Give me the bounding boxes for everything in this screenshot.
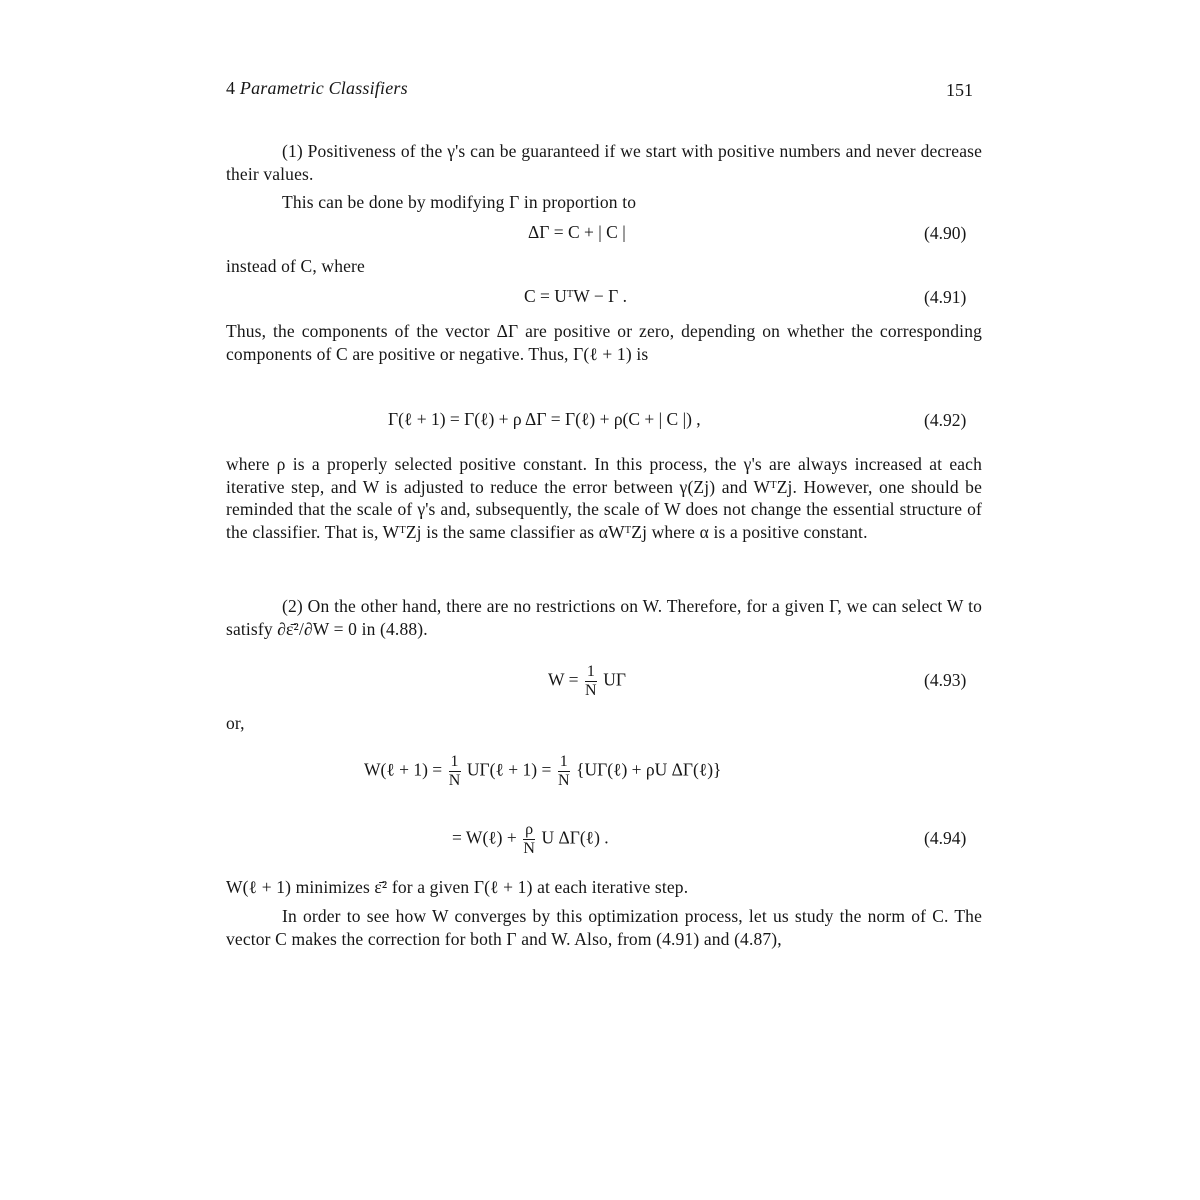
- equation-number-4-91: (4.91): [924, 287, 967, 307]
- eq-4-94-fraction-1: [449, 754, 461, 789]
- paragraph-no-restrictions: (2) On the other hand, there are no restrictions on W. Therefore, for a given Γ, we can select W to satisfy ∂ε̄²/∂W = 0 in (4.88).: [226, 596, 982, 639]
- eq-4-94b-lhs: = W(ℓ) +: [452, 827, 517, 848]
- paragraph-positiveness: (1) Positiveness of the γ's can be guaranteed if we start with positive numbers and never decrease their values.: [226, 141, 982, 184]
- paragraph-instead-of-c: instead of C, where: [226, 256, 365, 276]
- paragraph-minimizes: W(ℓ + 1) minimizes ε̄² for a given Γ(ℓ + 1) at each iterative step.: [226, 877, 689, 897]
- equation-4-94-line-2: [452, 822, 609, 857]
- equation-4-93: [548, 664, 626, 699]
- equation-4-91: C = UᵀW − Γ .: [524, 286, 627, 306]
- fraction-numerator: 1: [586, 663, 595, 680]
- equation-4-94-line-1: [364, 754, 721, 789]
- page-number: 151: [946, 80, 973, 100]
- eq-4-94-middle: UΓ(ℓ + 1) =: [466, 759, 552, 780]
- fraction-numerator: 1: [450, 753, 459, 770]
- chapter-number: 4: [226, 78, 236, 98]
- eq-4-93-fraction: [585, 664, 597, 699]
- equation-number-4-90: (4.90): [924, 223, 967, 243]
- fraction-denominator: N: [448, 772, 461, 789]
- fraction-numerator: 1: [559, 753, 568, 770]
- eq-4-93-rhs: UΓ: [603, 669, 626, 690]
- equation-number-4-94: (4.94): [924, 828, 967, 848]
- equation-number-4-92: (4.92): [924, 410, 967, 430]
- equation-4-92: Γ(ℓ + 1) = Γ(ℓ) + ρ ΔΓ = Γ(ℓ) + ρ(C + | C |) ,: [388, 409, 701, 429]
- paragraph-modifying-gamma: This can be done by modifying Γ in proportion to: [282, 192, 637, 212]
- eq-4-94b-rhs: U ΔΓ(ℓ) .: [541, 827, 609, 848]
- fraction-denominator: N: [557, 772, 570, 789]
- paragraph-rho-constant: where ρ is a properly selected positive constant. In this process, the γ's are always increased at each iterative step, and W is adjusted to reduce the error between γ(Zj) and WᵀZj. However, one should be reminded that the scale of γ's and, subsequently, the scale of W does not change the essential structure of the classifier. That is, WᵀZj is the same classifier as αWᵀZj where α is a positive constant.: [226, 454, 982, 542]
- fraction-numerator: ρ: [525, 821, 534, 838]
- eq-4-94-rhs: {UΓ(ℓ) + ρU ΔΓ(ℓ)}: [576, 759, 722, 780]
- eq-4-94-lhs: W(ℓ + 1) =: [364, 759, 443, 780]
- chapter-title: Parametric Classifiers: [239, 78, 408, 98]
- running-header: [226, 78, 408, 99]
- paragraph-components: Thus, the components of the vector ΔΓ are positive or zero, depending on whether the corresponding components of C are positive or negative. Thus, Γ(ℓ + 1) is: [226, 321, 982, 364]
- equation-4-90: ΔΓ = C + | C |: [528, 222, 626, 242]
- eq-4-93-lhs: W =: [548, 669, 579, 690]
- paragraph-convergence: In order to see how W converges by this optimization process, let us study the norm of C. The vector C makes the correction for both Γ and W. Also, from (4.91) and (4.87),: [226, 906, 982, 949]
- fraction-denominator: N: [523, 840, 535, 857]
- paragraph-or: or,: [226, 713, 245, 733]
- fraction-denominator: N: [585, 682, 597, 699]
- eq-4-94-fraction-2: [558, 754, 570, 789]
- equation-number-4-93: (4.93): [924, 670, 967, 690]
- eq-4-94b-fraction: [523, 822, 535, 857]
